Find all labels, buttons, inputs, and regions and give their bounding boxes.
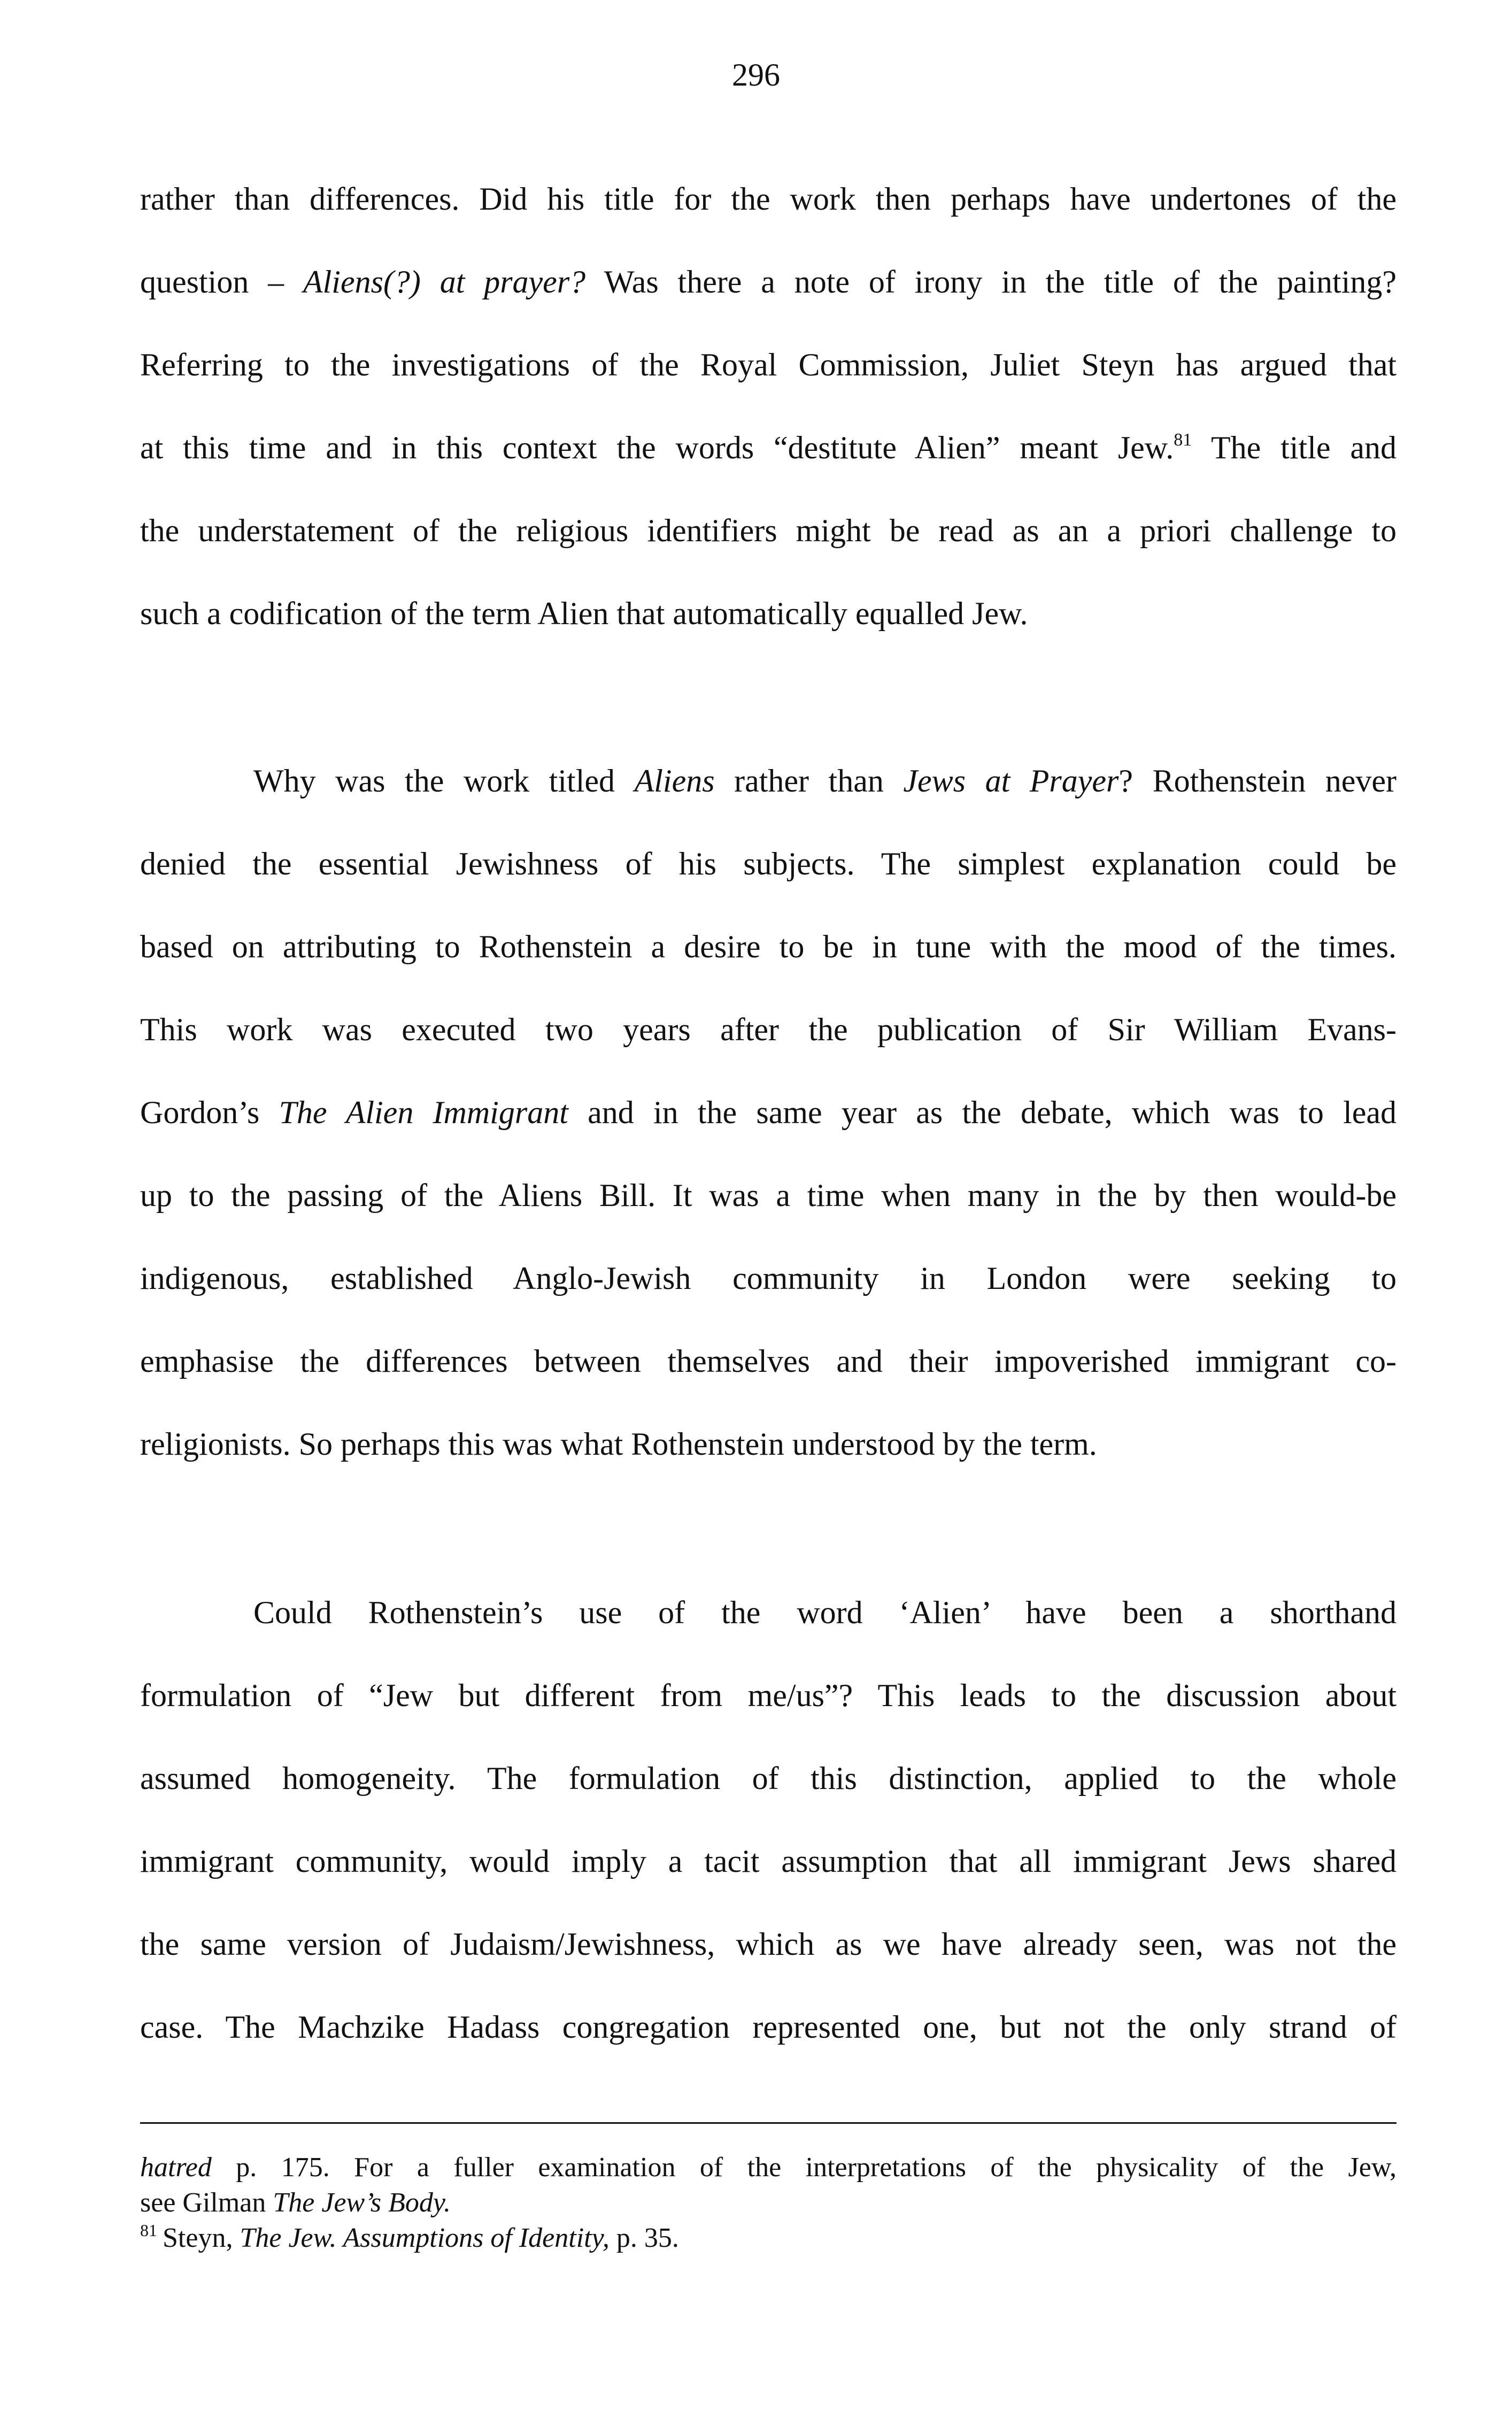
text-line bbox=[140, 1174, 1397, 1217]
text-span: This work was executed two years after the publication of Sir William Evans- bbox=[140, 1012, 1397, 1047]
text-line bbox=[140, 1257, 1397, 1300]
text-line bbox=[140, 1423, 1097, 1465]
text-line bbox=[140, 2006, 1397, 2048]
page-number: 296 bbox=[732, 57, 780, 93]
footnote-separator bbox=[140, 2122, 1397, 2124]
text-line bbox=[140, 1091, 1397, 1134]
text-span: such a codification of the term Alien that automatically equalled Jew. bbox=[140, 596, 1028, 631]
footnote-line bbox=[140, 2221, 679, 2256]
text-span: Gordon’s bbox=[140, 1095, 279, 1130]
text-span: Why was the work titled bbox=[253, 763, 635, 798]
italic-text: Jews at Prayer bbox=[903, 763, 1119, 798]
text-span: up to the passing of the Aliens Bill. It was a time when many in the by then would-be bbox=[140, 1178, 1397, 1213]
footnote-ref: 81 bbox=[140, 2221, 157, 2240]
italic-text: Aliens bbox=[634, 763, 715, 798]
footnote-line bbox=[140, 2150, 1397, 2185]
text-line bbox=[140, 1591, 1397, 1634]
text-span: p. 175. For a fuller examination of the interpretations of the physicality of the Jew, bbox=[211, 2152, 1397, 2183]
text-span: Could Rothenstein’s use of the word ‘Alien’ have been a shorthand bbox=[253, 1595, 1397, 1630]
italic-text: The Alien Immigrant bbox=[279, 1095, 568, 1130]
text-line bbox=[140, 592, 1028, 635]
text-line bbox=[140, 426, 1397, 469]
text-span: Was there a note of irony in the title of the painting? bbox=[585, 264, 1397, 300]
text-span: ? Rothenstein never bbox=[1118, 763, 1397, 798]
text-span: assumed homogeneity. The formulation of this distinction, applied to the whole bbox=[140, 1761, 1397, 1796]
text-span: Referring to the investigations of the Royal Commission, Juliet Steyn has argued that bbox=[140, 347, 1397, 382]
text-span: see Gilman bbox=[140, 2187, 273, 2218]
text-span: emphasise the differences between themselves and their impoverished immigrant co- bbox=[140, 1343, 1397, 1379]
text-line bbox=[140, 1923, 1397, 1965]
text-span: Steyn, bbox=[163, 2223, 240, 2253]
text-span: rather than bbox=[714, 763, 904, 798]
text-span: religionists. So perhaps this was what Rothenstein understood by the term. bbox=[140, 1426, 1097, 1462]
text-span: based on attributing to Rothenstein a desire to be in tune with the mood of the times. bbox=[140, 929, 1397, 964]
text-line bbox=[140, 1340, 1397, 1383]
text-span: case. The Machzike Hadass congregation represented one, but not the only strand of bbox=[140, 2009, 1397, 2045]
text-line bbox=[140, 759, 1397, 802]
italic-text: hatred bbox=[140, 2152, 212, 2183]
text-line bbox=[140, 1674, 1397, 1717]
text-line bbox=[140, 1840, 1397, 1883]
text-span: rather than differences. Did his title for the work then perhaps have undertones of the bbox=[140, 181, 1397, 217]
italic-text: The Jew. Assumptions of Identity, bbox=[240, 2223, 610, 2253]
text-line bbox=[140, 1008, 1397, 1051]
text-line bbox=[140, 260, 1397, 303]
text-line bbox=[140, 1757, 1397, 1800]
text-line bbox=[140, 842, 1397, 885]
footnote-ref: 81 bbox=[1174, 430, 1192, 450]
text-span: indigenous, established Anglo-Jewish community in London were seeking to bbox=[140, 1261, 1397, 1296]
text-span: immigrant community, would imply a tacit assumption that all immigrant Jews shared bbox=[140, 1844, 1397, 1879]
text-line bbox=[140, 925, 1397, 968]
italic-text: Aliens(?) at prayer? bbox=[303, 264, 586, 300]
text-span: p. 35. bbox=[609, 2223, 679, 2253]
text-line bbox=[140, 509, 1397, 552]
text-span: the understatement of the religious identifiers might be read as an a priori challenge to bbox=[140, 513, 1397, 548]
text-span: and in the same year as the debate, which was to lead bbox=[568, 1095, 1397, 1130]
text-line bbox=[140, 178, 1397, 220]
text-span: denied the essential Jewishness of his subjects. The simplest explanation could be bbox=[140, 846, 1397, 881]
text-span: at this time and in this context the words “destitute Alien” meant Jew. bbox=[140, 430, 1174, 465]
italic-text: The Jew’s Body. bbox=[273, 2187, 451, 2218]
text-span: The title and bbox=[1192, 430, 1397, 465]
text-line bbox=[140, 343, 1397, 386]
text-span: question – bbox=[140, 264, 303, 300]
text-span: formulation of “Jew but different from me/us”? This leads to the discussion about bbox=[140, 1678, 1397, 1713]
footnote-line bbox=[140, 2185, 451, 2221]
text-span: the same version of Judaism/Jewishness, which as we have already seen, was not the bbox=[140, 1926, 1397, 1962]
